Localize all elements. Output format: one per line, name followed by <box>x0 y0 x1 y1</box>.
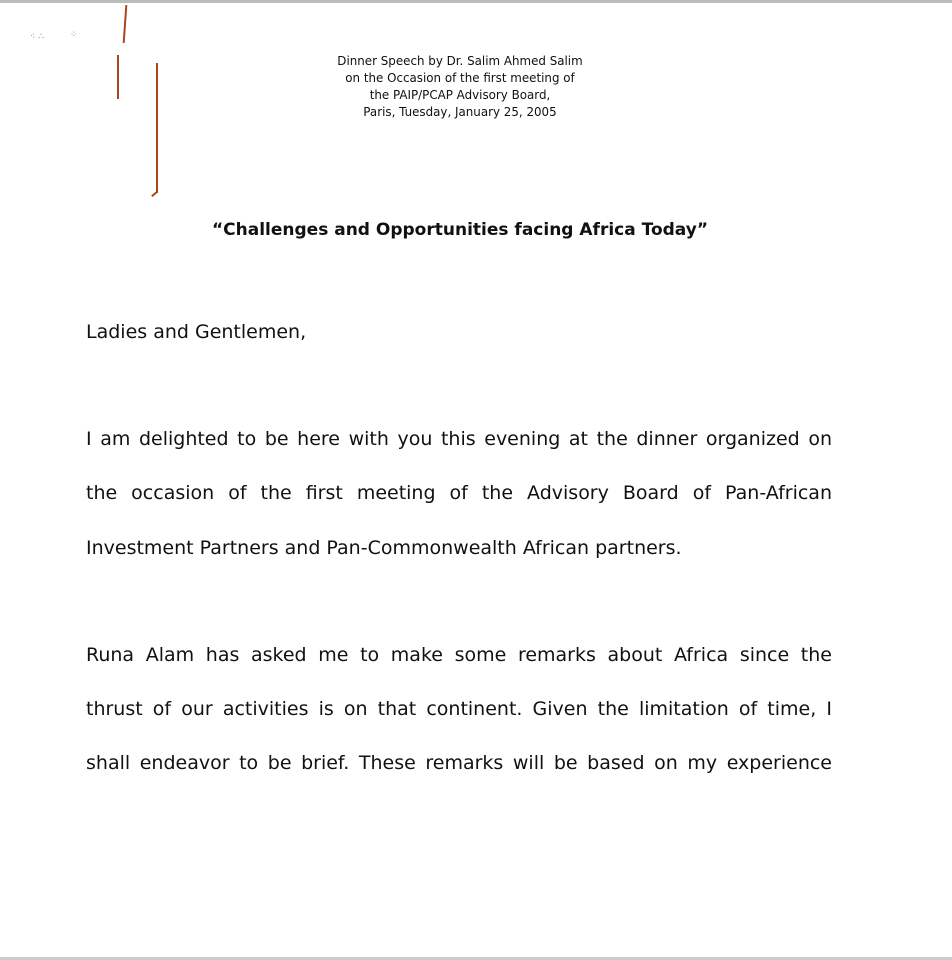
salutation: Ladies and Gentlemen, <box>86 321 307 343</box>
body-line: I am delighted to be here with you this evening at the dinner organized on <box>86 428 832 450</box>
margin-bracket-mark <box>156 63 158 193</box>
body-line: the occasion of the first meeting of the Advisory Board of Pan-African <box>86 482 832 504</box>
scan-speck: ⁖ ∴ <box>30 32 44 42</box>
body-line: Investment Partners and Pan-Commonwealth African partners. <box>86 537 682 559</box>
margin-pen-mark <box>123 5 128 43</box>
header-line: on the Occasion of the first meeting of <box>345 70 575 85</box>
speech-title: “Challenges and Opportunities facing Africa Today” <box>211 220 709 240</box>
scan-top-edge <box>0 0 952 3</box>
body-line: thrust of our activities is on that continent. Given the limitation of time, I <box>86 698 832 720</box>
header-line: Dinner Speech by Dr. Salim Ahmed Salim <box>337 53 583 68</box>
scan-speck: ⁘ <box>70 30 78 40</box>
header-line: the PAIP/PCAP Advisory Board, <box>369 87 551 102</box>
body-line: Runa Alam has asked me to make some remarks about Africa since the <box>86 644 832 666</box>
margin-bracket-mark <box>151 191 158 197</box>
margin-pen-mark <box>117 55 119 99</box>
document-header <box>270 52 650 120</box>
header-line: Paris, Tuesday, January 25, 2005 <box>363 104 557 119</box>
body-line: shall endeavor to be brief. These remarks will be based on my experience <box>86 752 832 774</box>
